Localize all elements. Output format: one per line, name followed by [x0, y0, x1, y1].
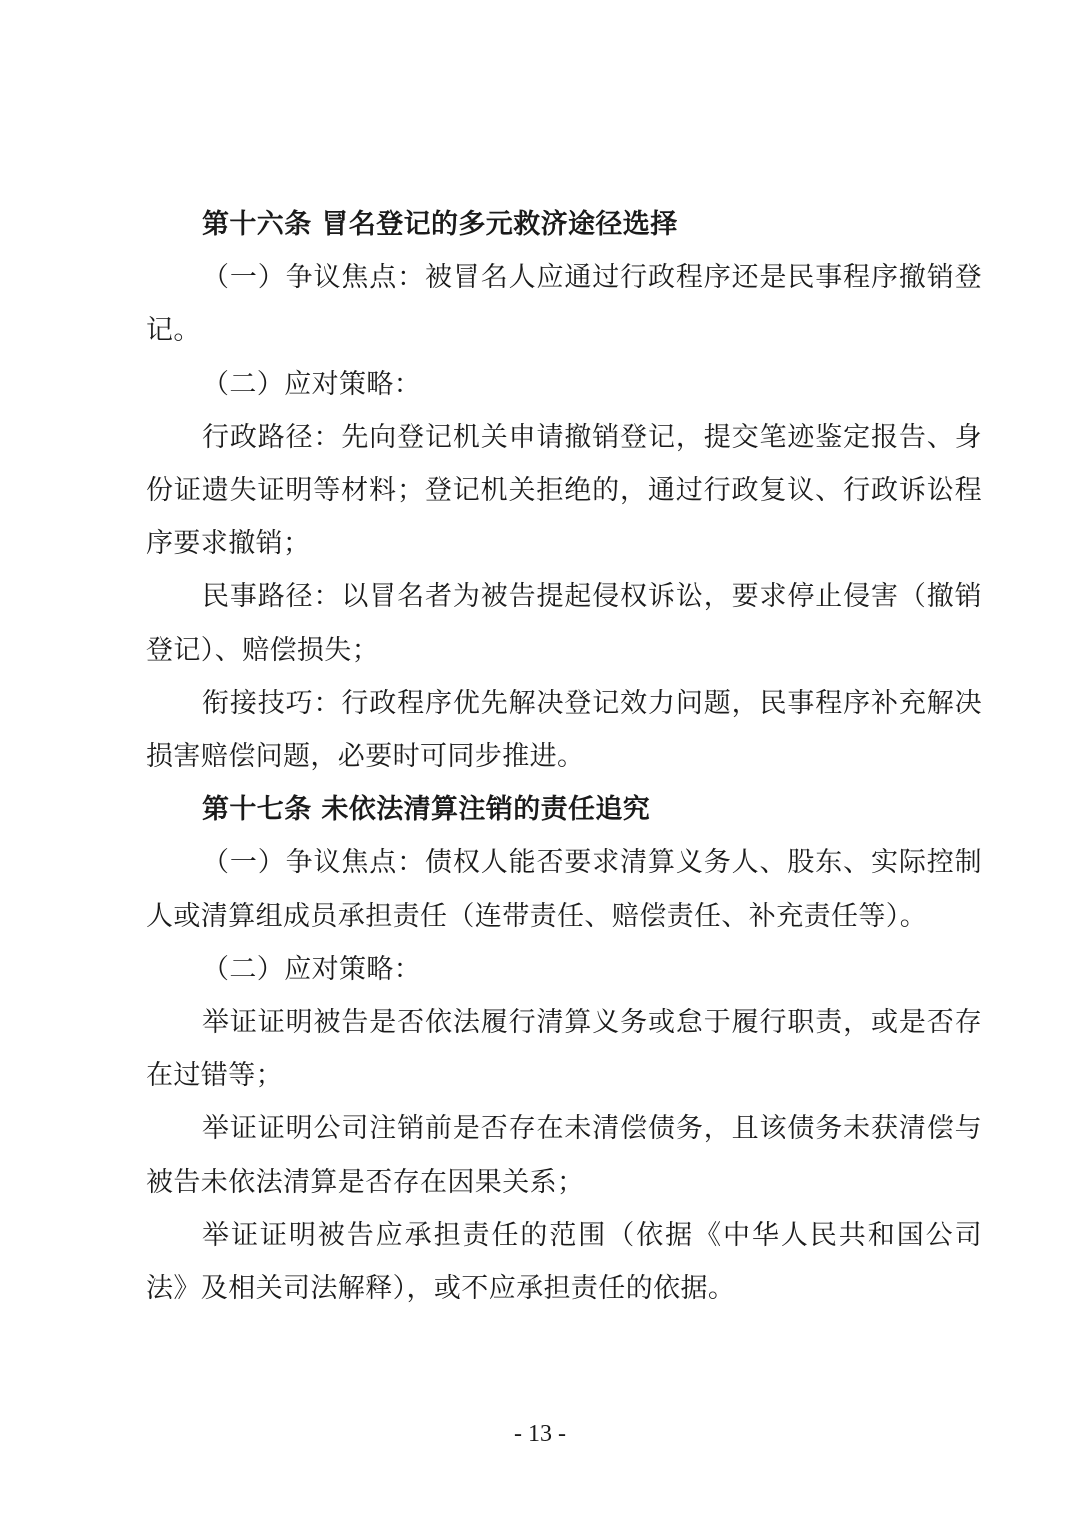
article-16-dispute-focus: （一）争议焦点：被冒名人应通过行政程序还是民事程序撤销登记。 — [146, 262, 982, 347]
document-body — [146, 198, 982, 1315]
article-16-coordination-tip: 衔接技巧：行政程序优先解决登记效力问题，民事程序补充解决损害赔偿问题，必要时可同步推进。 — [146, 687, 982, 773]
article-16-heading: 第十六条 冒名登记的多元救济途径选择 — [202, 209, 678, 240]
article-16-civil-path: 民事路径：以冒名者为被告提起侵权诉讼，要求停止侵害（撤销登记）、赔偿损失； — [146, 581, 982, 666]
article-17-dispute-focus: （一）争议焦点：债权人能否要求清算义务人、股东、实际控制人或清算组成员承担责任（连带责任、赔偿责任、补充责任等）。 — [146, 847, 982, 932]
article-17-strategy-heading: （二）应对策略： — [202, 953, 422, 985]
article-17-evidence-duty: 举证证明被告是否依法履行清算义务或怠于履行职责，或是否存在过错等； — [146, 1007, 982, 1092]
article-16-administrative-path: 行政路径：先向登记机关申请撤销登记，提交笔迹鉴定报告、身份证遗失证明等材料；登记机关拒绝的，通过行政复议、行政诉讼程序要求撤销； — [146, 421, 982, 560]
article-17-evidence-scope: 举证证明被告应承担责任的范围（依据《中华人民共和国公司法》及相关司法解释），或不应承担责任的依据。 — [146, 1219, 982, 1305]
article-17-heading: 第十七条 未依法清算注销的责任追究 — [202, 794, 651, 826]
page-number: - 13 - — [514, 1421, 566, 1447]
article-16-strategy-heading: （二）应对策略： — [202, 368, 422, 400]
article-17-evidence-causation: 举证证明公司注销前是否存在未清偿债务，且该债务未获清偿与被告未依法清算是否存在因果关系； — [146, 1113, 982, 1198]
